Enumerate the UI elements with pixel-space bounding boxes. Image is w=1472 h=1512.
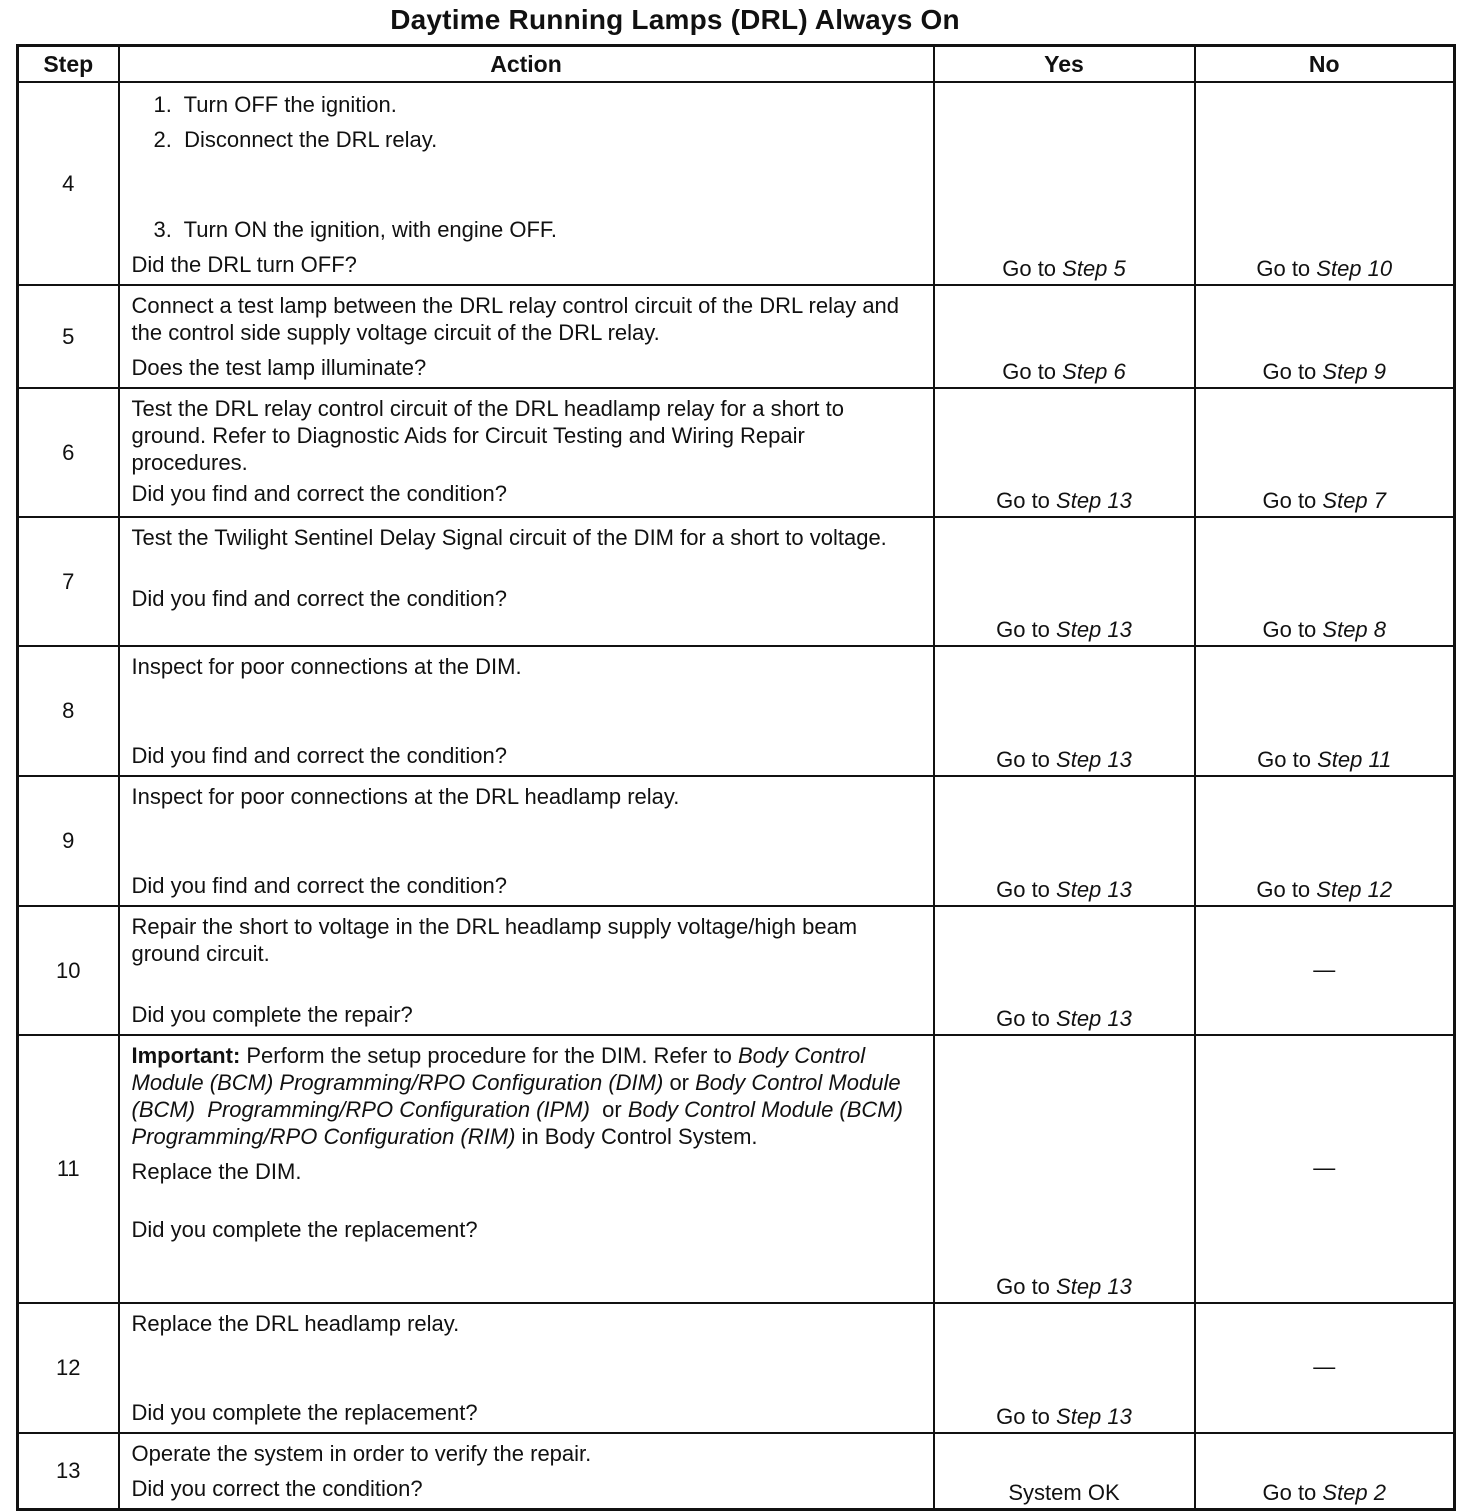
- step-number: 9: [18, 776, 119, 906]
- action-list-item: 1. Turn OFF the ignition.: [153, 92, 397, 117]
- action-cell: [119, 1433, 934, 1510]
- no-cell: [1195, 82, 1455, 285]
- action-cell: [119, 906, 934, 1035]
- table-row: [18, 1035, 1455, 1303]
- action-text: Replace the DIM.: [131, 1159, 302, 1184]
- yes-prefix: Go to: [996, 1274, 1057, 1299]
- table-row: [18, 906, 1455, 1035]
- yes-prefix: Go to: [1002, 256, 1063, 281]
- reference-link[interactable]: Body Control Module (BCM) Programming/RPO Configuration (IPM): [131, 1070, 907, 1122]
- step-number: 8: [18, 646, 119, 776]
- yes-prefix: Go to: [996, 1006, 1057, 1031]
- action-text: Connect a test lamp between the DRL relay control circuit of the DRL relay and the control side supply voltage circuit of the DRL relay.: [131, 293, 906, 345]
- action-text: Replace the DRL headlamp relay.: [131, 1311, 460, 1336]
- table-row: [18, 285, 1455, 388]
- action-question: Does the test lamp illuminate?: [131, 355, 427, 380]
- no-dash: —: [1313, 956, 1336, 982]
- yes-step-link[interactable]: Step 13: [1056, 747, 1132, 772]
- no-step-link[interactable]: Step 12: [1316, 877, 1393, 902]
- action-cell: [119, 1035, 934, 1303]
- reference-link[interactable]: Body Control Module (BCM) Programming/RPO Configuration (DIM): [131, 1043, 872, 1095]
- step-number: 5: [18, 285, 119, 388]
- no-step-link[interactable]: Step 8: [1322, 617, 1387, 642]
- no-step-link[interactable]: Step 7: [1322, 488, 1387, 513]
- connector-text: or: [589, 1097, 628, 1122]
- header-action: Action: [119, 46, 934, 83]
- yes-step-link[interactable]: Step 13: [1056, 1274, 1132, 1299]
- connector-text: or: [663, 1070, 696, 1095]
- header-yes: Yes: [934, 46, 1195, 83]
- yes-cell: [934, 1433, 1195, 1510]
- no-cell: [1195, 517, 1455, 646]
- yes-prefix: Go to: [996, 877, 1057, 902]
- action-question: Did you find and correct the condition?: [131, 743, 507, 768]
- step-number: 7: [18, 517, 119, 646]
- yes-cell: [934, 646, 1195, 776]
- action-text: Repair the short to voltage in the DRL headlamp supply voltage/high beam ground circuit.: [131, 914, 864, 966]
- no-prefix: Go to: [1262, 1480, 1323, 1505]
- no-prefix: Go to: [1262, 488, 1323, 513]
- yes-cell: [934, 906, 1195, 1035]
- table-header-row: [18, 46, 1455, 83]
- header-step: Step: [18, 46, 119, 83]
- no-cell: [1195, 1303, 1455, 1433]
- yes-step-link[interactable]: Step 13: [1056, 488, 1132, 513]
- reference-link[interactable]: Body Control Module (BCM) Programming/RPO Configuration (RIM): [131, 1097, 910, 1149]
- yes-cell: [934, 776, 1195, 906]
- action-question: Did you find and correct the condition?: [131, 586, 507, 611]
- action-cell: [119, 1303, 934, 1433]
- yes-cell: [934, 388, 1195, 517]
- action-cell: [119, 776, 934, 906]
- yes-cell: [934, 1303, 1195, 1433]
- action-text: Inspect for poor connections at the DRL headlamp relay.: [131, 784, 680, 809]
- table-row: [18, 1433, 1455, 1510]
- action-list-item: 2. Disconnect the DRL relay.: [153, 127, 438, 152]
- yes-step-link[interactable]: Step 13: [1056, 877, 1132, 902]
- yes-prefix: Go to: [996, 1404, 1057, 1429]
- yes-prefix: Go to: [1002, 359, 1063, 384]
- action-cell: [119, 82, 934, 285]
- action-cell: [119, 388, 934, 517]
- table-row: [18, 82, 1455, 285]
- action-cell: [119, 517, 934, 646]
- yes-cell: [934, 285, 1195, 388]
- important-note: [132, 1042, 923, 1150]
- diagnostic-table: [16, 44, 1456, 1511]
- no-prefix: Go to: [1257, 747, 1318, 772]
- system-ok-text: System OK: [1008, 1480, 1120, 1505]
- no-dash: —: [1313, 1155, 1336, 1180]
- yes-step-link[interactable]: Step 6: [1062, 359, 1126, 384]
- no-cell: [1195, 1035, 1455, 1303]
- action-text: Test the Twilight Sentinel Delay Signal circuit of the DIM for a short to voltage.: [131, 525, 887, 550]
- no-prefix: Go to: [1256, 256, 1317, 281]
- no-step-link[interactable]: Step 10: [1316, 256, 1393, 281]
- header-no: No: [1195, 46, 1455, 83]
- yes-step-link[interactable]: Step 5: [1062, 256, 1126, 281]
- no-prefix: Go to: [1256, 877, 1317, 902]
- yes-prefix: Go to: [996, 488, 1057, 513]
- step-number: 4: [18, 82, 119, 285]
- document-title: Daytime Running Lamps (DRL) Always On: [390, 4, 960, 35]
- no-step-link[interactable]: Step 11: [1317, 747, 1392, 772]
- action-cell: [119, 285, 934, 388]
- table-row: [18, 1303, 1455, 1433]
- no-step-link[interactable]: Step 2: [1322, 1480, 1387, 1505]
- action-question: Did you find and correct the condition?: [131, 873, 507, 898]
- step-number: 10: [18, 906, 119, 1035]
- yes-prefix: Go to: [996, 747, 1057, 772]
- action-question: Did you complete the repair?: [131, 1002, 413, 1027]
- important-text: Perform the setup procedure for the DIM. Refer to: [240, 1043, 738, 1068]
- no-cell: [1195, 285, 1455, 388]
- yes-step-link[interactable]: Step 13: [1056, 617, 1132, 642]
- no-step-link[interactable]: Step 9: [1322, 359, 1387, 384]
- step-number: 13: [18, 1433, 119, 1510]
- no-dash: —: [1313, 1354, 1336, 1379]
- action-list-item: 3. Turn ON the ignition, with engine OFF.: [153, 217, 558, 242]
- step-number: 11: [18, 1035, 119, 1303]
- step-number: 6: [18, 388, 119, 517]
- action-question: Did you complete the replacement?: [131, 1400, 478, 1425]
- action-text: Test the DRL relay control circuit of the DRL headlamp relay for a short to ground. Refer to Diagnostic Aids for Circuit Testing and Wiring Repair procedures.: [131, 396, 851, 475]
- table-row: [18, 517, 1455, 646]
- important-label: Important:: [131, 1043, 241, 1068]
- no-cell: [1195, 776, 1455, 906]
- table-row: [18, 776, 1455, 906]
- no-cell: [1195, 1433, 1455, 1510]
- yes-step-link[interactable]: Step 13: [1056, 1404, 1132, 1429]
- no-cell: [1195, 388, 1455, 517]
- no-cell: [1195, 646, 1455, 776]
- yes-prefix: Go to: [996, 617, 1057, 642]
- no-prefix: Go to: [1262, 617, 1323, 642]
- no-cell: [1195, 906, 1455, 1035]
- no-prefix: Go to: [1262, 359, 1323, 384]
- yes-cell: [934, 517, 1195, 646]
- yes-cell: [934, 82, 1195, 285]
- yes-step-link[interactable]: Step 13: [1056, 1006, 1132, 1031]
- action-text: Operate the system in order to verify the repair.: [131, 1441, 592, 1466]
- action-question: Did you find and correct the condition?: [131, 481, 507, 506]
- action-question: Did you correct the condition?: [131, 1476, 423, 1501]
- action-cell: [119, 646, 934, 776]
- action-question: Did you complete the replacement?: [131, 1217, 478, 1242]
- action-text: Inspect for poor connections at the DIM.: [131, 654, 522, 679]
- tail-text: in Body Control System.: [515, 1124, 758, 1149]
- yes-cell: [934, 1035, 1195, 1303]
- action-question: Did the DRL turn OFF?: [131, 252, 357, 277]
- table-row: [18, 388, 1455, 517]
- step-number: 12: [18, 1303, 119, 1433]
- table-row: [18, 646, 1455, 776]
